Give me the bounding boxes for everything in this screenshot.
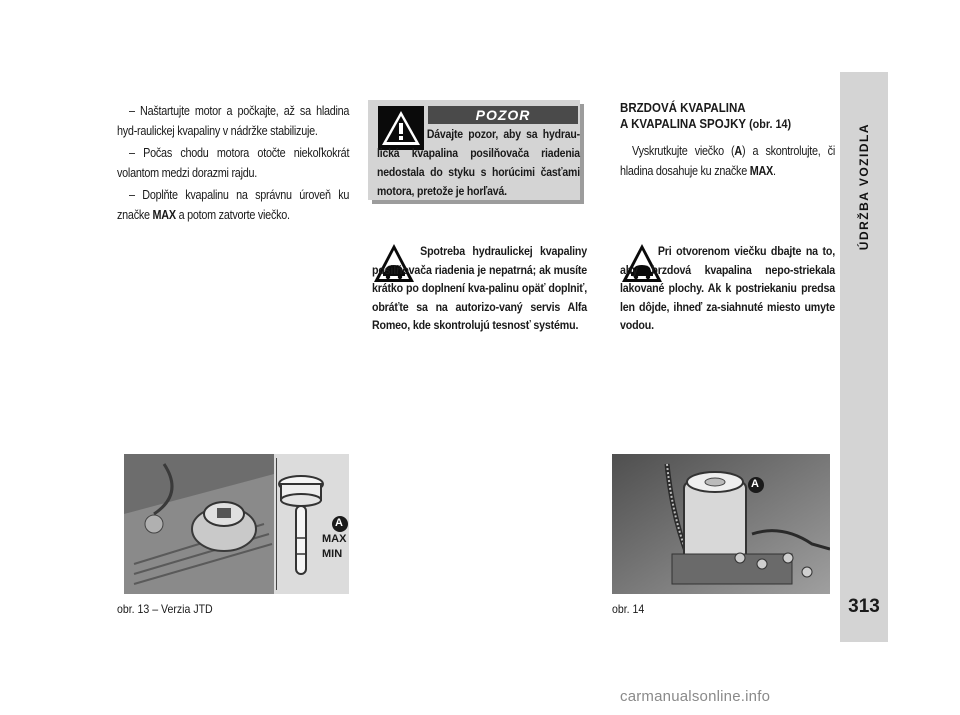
left-column-text <box>117 101 349 227</box>
step-start-engine: – Naštartujte motor a počkajte, až sa hladina hyd-raulickej kvapaliny v nádržke stabilizuje. <box>117 104 350 138</box>
step-top-up: – Doplňte kvapalinu na správnu úroveň ku značke MAX a potom zatvorte viečko. <box>117 188 350 222</box>
brake-fluid-text: Vyskrutkujte viečko (A) a skontrolujte, či hladina dosahuje ku značke MAX. <box>620 144 835 178</box>
steering-fluid-note <box>372 242 622 335</box>
figure-13-label-max: MAX <box>322 533 347 545</box>
figure-13-caption: obr. 13 – Verzia JTD <box>117 602 213 616</box>
figure-14-caption: obr. 14 <box>612 602 645 616</box>
watermark: carmanualsonline.info <box>620 688 771 705</box>
warning-title: POZOR <box>428 106 578 124</box>
warning-text: Dávajte pozor, aby sa hydrau-lická kvapalina posilňovača riadenia nedostala do styku s horúcimi časťami motora, pretože je horľavá. <box>377 127 580 198</box>
step-turn-wheel: – Počas chodu motora otočte niekoľkokrát volantom medzi dorazmi rajdu. <box>117 146 350 180</box>
chapter-label: ÚDRŽBA VOZIDLA <box>857 123 871 251</box>
figure-13-label-a: A <box>335 517 343 529</box>
figure-14-label-a: A <box>751 478 759 490</box>
figure-13-photo <box>124 454 349 594</box>
brake-paint-note <box>620 242 870 335</box>
brake-fluid-heading: BRZDOVÁ KVAPALINA A KVAPALINA SPOJKY (obr. 14) <box>620 100 792 131</box>
brake-paint-note-text: Pri otvorenom viečku dbajte na to, aby brzdová kvapalina nepo-striekala lakované plochy. Ak k postriekaniu predsa len dôjde, ihneď za-siahnuté miesto umyte vodou. <box>620 244 835 332</box>
steering-fluid-note-text: Spotreba hydraulickej kvapaliny posilňovača riadenia je nepatrná; ak musíte krátko po doplnení kva-palinu opäť doplniť, obráťte sa na autorizo-vaný servis Alfa Romeo, kde skontrolujú tesnosť systému. <box>372 244 587 332</box>
figure-13-label-min: MIN <box>322 548 343 560</box>
figure-14-photo <box>612 454 830 594</box>
page-number: 313 <box>848 596 880 617</box>
